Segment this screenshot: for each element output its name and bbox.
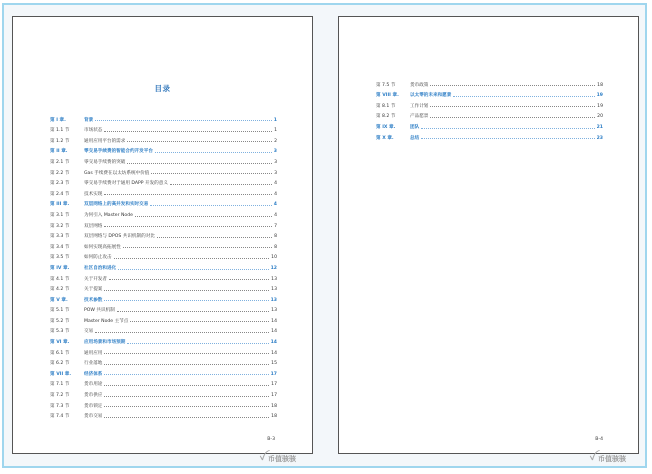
toc-entry-number: 第 I 章.: [50, 117, 66, 123]
toc-entry-number: 第 8.2 节: [376, 114, 396, 120]
toc-leader-dots: [127, 163, 272, 164]
toc-title: 目录: [154, 84, 171, 93]
toc-entry-page: 1: [273, 117, 277, 123]
toc-entry-number: 第 III 章.: [50, 202, 70, 208]
toc-entry-number: 第 5.1 节: [50, 308, 70, 314]
toc-entry-page: 4: [274, 191, 277, 197]
watermark: [589, 450, 626, 467]
toc-entry-number: 第 2.2 节: [50, 170, 70, 176]
toc-entry-title: 关于开发者: [84, 276, 107, 282]
toc-entry-title: Master Node 主节点: [84, 318, 129, 324]
toc-leader-dots: [155, 152, 272, 153]
toc-leader-dots: [104, 353, 269, 354]
toc-entry-page: 13: [271, 287, 277, 293]
toc-section-entry[interactable]: [50, 345, 277, 356]
toc-section-entry[interactable]: [50, 229, 277, 240]
toc-leader-dots: [127, 343, 268, 344]
toc-leader-dots: [135, 216, 272, 217]
toc-entry-title: 如何防止攻击: [84, 255, 112, 261]
toc-leader-dots: [104, 131, 272, 132]
toc-section-entry[interactable]: [50, 282, 277, 293]
toc-entry-number: 第 3.2 节: [50, 223, 70, 229]
page-number: B-4: [595, 437, 603, 442]
toc-section-entry[interactable]: [50, 123, 277, 134]
toc-entry-page: 8: [274, 234, 277, 240]
toc-entry-number: 第 IX 章.: [376, 124, 396, 130]
toc-chapter-entry[interactable]: [376, 88, 603, 99]
toc-leader-dots: [453, 96, 594, 97]
toc-section-entry[interactable]: [50, 165, 277, 176]
watermark-logo-icon: ꪜ: [589, 453, 595, 462]
watermark-text: 币值骇骇: [268, 454, 296, 463]
toc-leader-dots: [114, 258, 270, 259]
toc-section-entry[interactable]: [50, 356, 277, 367]
toc-entry-number: 第 3.4 节: [50, 244, 70, 250]
toc-chapter-entry[interactable]: [50, 144, 277, 155]
toc-entry-number: 第 8.1 节: [376, 103, 396, 109]
toc-leader-dots: [104, 417, 269, 418]
toc-entry-title: 应用场景和市场预期: [84, 340, 126, 346]
toc-entry-page: 4: [274, 212, 277, 218]
document-page-right: [338, 16, 639, 463]
toc-section-entry[interactable]: [50, 409, 277, 420]
toc-section-entry[interactable]: [50, 186, 277, 197]
toc-section-entry[interactable]: [50, 313, 277, 324]
toc-entry-page: 3: [274, 159, 277, 165]
toc-entry-number: 第 2.1 节: [50, 159, 70, 165]
toc-leader-dots: [421, 128, 594, 129]
toc-entry-title: 货币锁定: [84, 403, 103, 409]
toc-chapter-entry[interactable]: [376, 130, 603, 141]
toc-entry-page: 13: [271, 308, 277, 314]
toc-entry-title: 零交易手续费对于通用 DAPP 开发的意义: [84, 181, 168, 187]
toc-entry-page: 17: [270, 371, 277, 377]
toc-entry-page: 14: [271, 318, 277, 324]
toc-leader-dots: [117, 311, 269, 312]
toc-entry-title: 团队: [410, 124, 420, 130]
toc-entry-page: 18: [271, 403, 277, 409]
toc-leader-dots: [130, 321, 269, 322]
toc-entry-title: 货币用途: [84, 382, 103, 388]
toc-entry-page: 21: [596, 124, 603, 130]
toc-chapter-entry[interactable]: [50, 197, 277, 208]
watermark-text: 币值骇骇: [598, 454, 626, 463]
toc-leader-dots: [421, 138, 594, 139]
toc-entry-number: 第 2.4 节: [50, 191, 70, 197]
toc-entry-page: 12: [270, 265, 277, 271]
toc-entry-title: 产品愿景: [410, 114, 429, 120]
toc-leader-dots: [127, 141, 272, 142]
toc-entry-page: 20: [597, 114, 603, 120]
toc-entry-title: 总结: [410, 135, 420, 141]
toc-entry-number: 第 7.2 节: [50, 393, 70, 399]
toc-section-entry[interactable]: [50, 239, 277, 250]
toc-entry-title: 关于提案: [84, 287, 103, 293]
toc-entry-page: 8: [274, 244, 277, 250]
toc-entry-title: 货币政策: [410, 82, 429, 88]
toc-section-entry[interactable]: [376, 77, 603, 88]
toc-entry-page: 4: [274, 181, 277, 187]
toc-entry-number: 第 5.3 节: [50, 329, 70, 335]
toc-leader-dots: [95, 332, 269, 333]
toc-section-entry[interactable]: [50, 176, 277, 187]
toc-leader-dots: [151, 173, 272, 174]
watermark: [259, 450, 296, 467]
toc-entry-title: 货币交易: [84, 414, 103, 420]
toc-entry-number: 第 5.2 节: [50, 318, 70, 324]
toc-entry-number: 第 VII 章.: [50, 371, 72, 377]
toc-leader-dots: [104, 385, 269, 386]
toc-entry-page: 19: [597, 103, 603, 109]
toc-entry-title: 以太零的未来和愿景: [410, 93, 452, 99]
toc-entry-number: 第 7.1 节: [50, 382, 70, 388]
toc-leader-dots: [104, 226, 272, 227]
toc-leader-dots: [118, 269, 268, 270]
toc-entry-number: 第 1.2 节: [50, 138, 70, 144]
document-page-left: [12, 16, 313, 463]
toc-entry-page: 17: [271, 382, 277, 388]
toc-chapter-entry[interactable]: [50, 292, 277, 303]
toc-entry-number: 第 7.3 节: [50, 403, 70, 409]
toc-section-entry[interactable]: [50, 377, 277, 388]
toc-entry-title: 技术参数: [84, 297, 103, 303]
toc-leader-dots: [104, 300, 268, 301]
toc-entry-number: 第 4.2 节: [50, 287, 70, 293]
toc-entry-number: 第 3.1 节: [50, 212, 70, 218]
toc-entry-number: 第 VI 章.: [50, 340, 70, 346]
toc-entry-number: 第 7.4 节: [50, 414, 70, 420]
toc-section-entry[interactable]: [50, 207, 277, 218]
toc-chapter-entry[interactable]: [376, 119, 603, 130]
toc-leader-dots: [104, 396, 269, 397]
toc-entry-title: 交易: [84, 329, 94, 335]
toc-leader-dots: [104, 374, 268, 375]
toc-section-entry[interactable]: [376, 109, 603, 120]
toc-entry-title: 通用应用平台的需求: [84, 138, 126, 144]
toc-section-entry[interactable]: [50, 303, 277, 314]
toc-entry-number: 第 VIII 章.: [376, 93, 399, 99]
toc-leader-dots: [104, 406, 269, 407]
toc-entry-page: 14: [271, 329, 277, 335]
toc-entry-title: 技术实现: [84, 191, 103, 197]
toc-leader-dots: [430, 117, 595, 118]
toc-chapter-entry[interactable]: [50, 260, 277, 271]
toc-entry-number: 第 6.2 节: [50, 361, 70, 367]
toc-entry-page: 14: [271, 350, 277, 356]
toc-leader-dots: [170, 184, 272, 185]
toc-leader-dots: [157, 237, 272, 238]
toc-entry-title: 社区自治和进化: [84, 265, 117, 271]
toc-entry-page: 14: [270, 340, 277, 346]
toc-section-entry[interactable]: [50, 324, 277, 335]
toc-entry-page: 23: [596, 135, 603, 141]
toc-section-entry[interactable]: [50, 271, 277, 282]
toc-entry-page: 18: [597, 82, 603, 88]
toc-entry-title: 行业落地: [84, 361, 103, 367]
toc-section-entry[interactable]: [376, 98, 603, 109]
toc-section-entry[interactable]: [50, 133, 277, 144]
toc-entry-page: 13: [270, 297, 277, 303]
toc-leader-dots: [430, 85, 595, 86]
toc-entry-title: 为何引入 Master Node: [84, 212, 133, 218]
watermark-logo-icon: ꪜ: [259, 453, 265, 462]
toc-entry-title: 工作计划: [410, 103, 429, 109]
toc-entry-page: 13: [271, 276, 277, 282]
toc-entry-number: 第 X 章.: [376, 135, 394, 141]
toc-entry-title: 背景: [84, 117, 94, 123]
toc-entry-page: 1: [274, 128, 277, 134]
toc-section-entry[interactable]: [50, 398, 277, 409]
toc-entry-title: Gas 手续费在以太坊系统中价值: [84, 170, 150, 176]
toc-entry-number: 第 6.1 节: [50, 350, 70, 356]
toc-entry-page: 3: [274, 170, 277, 176]
toc-entry-title: 货币供应: [84, 393, 103, 399]
toc-entry-title: 如何实现高拓展性: [84, 244, 121, 250]
toc-entry-title: 零交易手续费的突破: [84, 159, 126, 165]
toc-entry-number: 第 3.3 节: [50, 234, 70, 240]
toc-leader-dots: [123, 247, 272, 248]
toc-entry-title: 双层网络: [84, 223, 103, 229]
toc-entry-title: POW 共识机制: [84, 308, 115, 314]
toc-section-entry[interactable]: [50, 250, 277, 261]
toc-leader-dots: [104, 364, 269, 365]
toc-section-entry[interactable]: [50, 154, 277, 165]
toc-entry-page: 4: [273, 202, 277, 208]
toc-entry-page: 10: [271, 255, 277, 261]
toc-chapter-entry[interactable]: [50, 366, 277, 377]
toc-chapter-entry[interactable]: [50, 112, 277, 123]
toc-entry-number: 第 2.3 节: [50, 181, 70, 187]
toc-list-left: [50, 112, 277, 419]
toc-entry-number: 第 IV 章.: [50, 265, 70, 271]
toc-entry-title: 经济体系: [84, 371, 103, 377]
toc-chapter-entry[interactable]: [50, 334, 277, 345]
toc-leader-dots: [430, 106, 595, 107]
toc-entry-page: 17: [271, 393, 277, 399]
toc-entry-title: 市场状态: [84, 128, 103, 134]
toc-leader-dots: [109, 279, 269, 280]
toc-entry-title: 双层网络上的高并发和实时交易: [84, 202, 149, 208]
toc-entry-page: 19: [596, 93, 603, 99]
toc-entry-number: 第 1.1 节: [50, 128, 70, 134]
toc-entry-page: 2: [274, 138, 277, 144]
toc-entry-page: 18: [271, 414, 277, 420]
toc-leader-dots: [95, 120, 272, 121]
toc-entry-number: 第 3.5 节: [50, 255, 70, 261]
toc-list-right: [376, 77, 603, 141]
toc-entry-title: 双层网络与 DPOS 共识机制的对比: [84, 234, 155, 240]
toc-entry-number: 第 7.5 节: [376, 82, 396, 88]
toc-leader-dots: [104, 194, 272, 195]
toc-entry-page: 15: [271, 361, 277, 367]
toc-entry-title: 零交易手续费的智能合约开发平台: [84, 149, 153, 155]
toc-entry-number: 第 II 章.: [50, 149, 68, 155]
toc-entry-number: 第 4.1 节: [50, 276, 70, 282]
toc-entry-title: 通用应用: [84, 350, 103, 356]
toc-leader-dots: [104, 290, 269, 291]
toc-section-entry[interactable]: [50, 218, 277, 229]
toc-entry-page: 3: [273, 149, 277, 155]
toc-entry-page: 7: [274, 223, 277, 229]
page-number: B-3: [267, 437, 275, 442]
toc-section-entry[interactable]: [50, 387, 277, 398]
toc-entry-number: 第 V 章.: [50, 297, 68, 303]
toc-leader-dots: [150, 205, 271, 206]
